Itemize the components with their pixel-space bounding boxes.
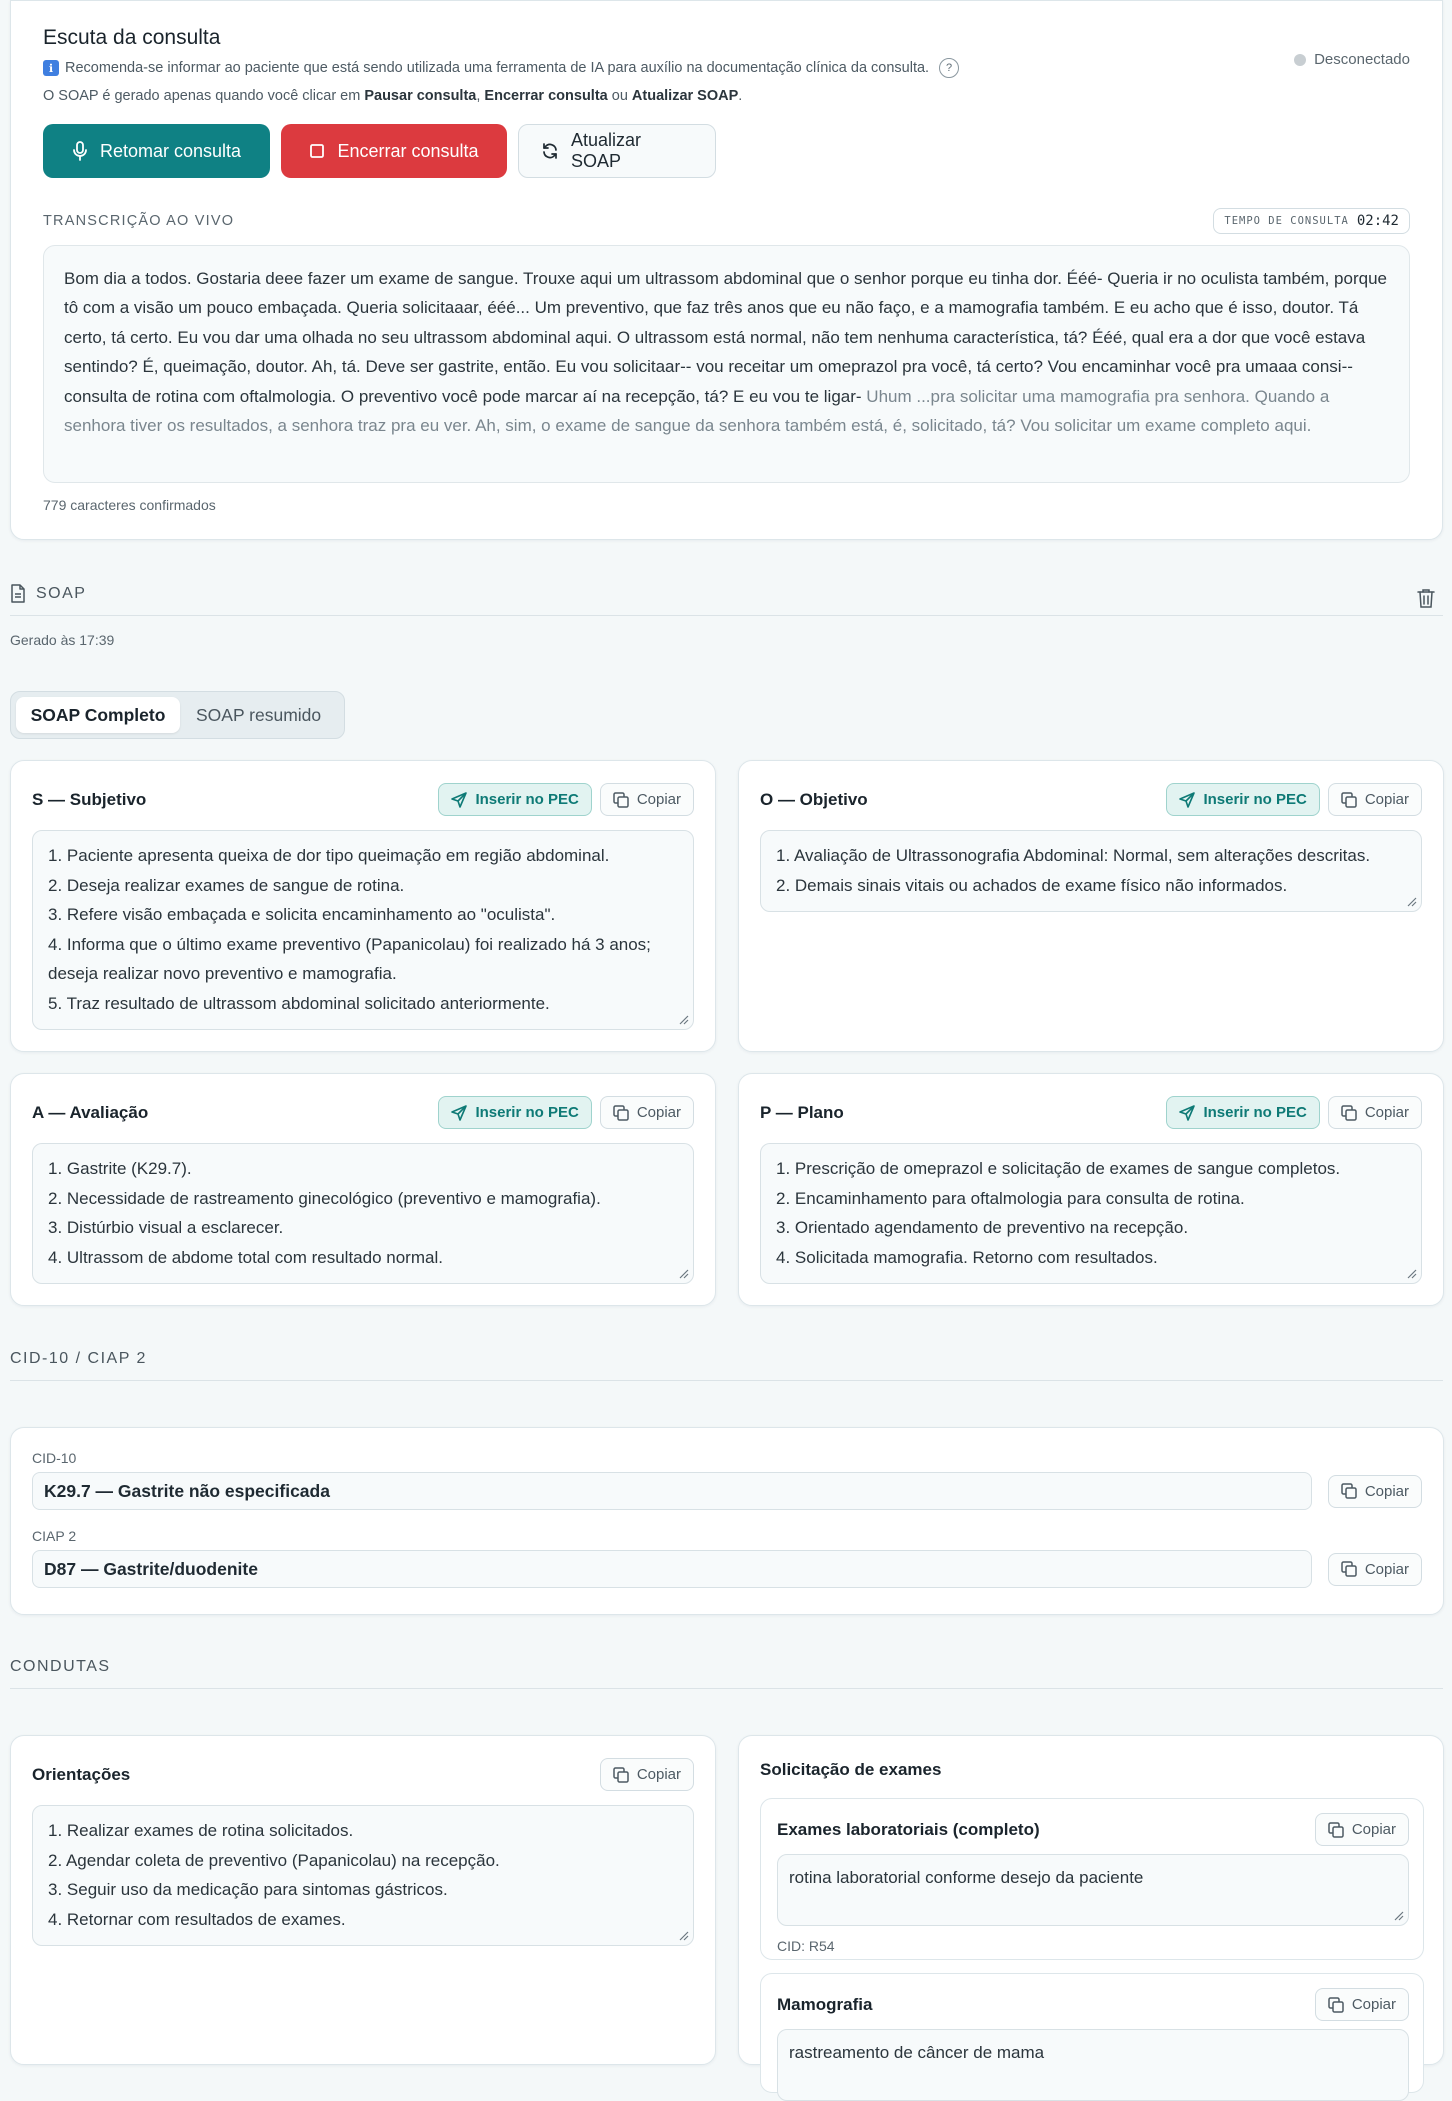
note-suffix: .	[738, 88, 743, 104]
mammography-textarea[interactable]	[777, 2029, 1409, 2101]
copy-button[interactable]	[1315, 1988, 1409, 2021]
mic-icon	[72, 141, 88, 161]
transcript-confirmed: Bom dia a todos. Gostaria deee fazer um exame de sangue. Trouxe aqui um ultrassom abdominal que o senhor porque eu tinha dor. Ééé- Queria ir no oculista também, porque tô com a visão um pouco embaçada. Queria solicitaaar, ééé... Um preventivo, que faz três anos que eu não faço, e a mamografia também. E eu acho que é isso, doutor. Tá certo, tá certo. Eu vou dar uma olhada no seu ultrassom abdominal aqui. O ultrassom está normal, não tem nenhuma característica, tá? Ééé, qual era a dor que você estava sentindo? É, queimação, doutor. Ah, tá. Deve ser gastrite, então. Eu vou solicitaar-- vou receitar um omeprazol pra você, tá certo? Vou encaminhar você pra umaaa consi-- consulta de rotina com oftalmologia. O preventivo você pode marcar aí na recepção, tá? E eu vou te ligar-	[64, 269, 1387, 406]
soap-card-subjective	[10, 760, 716, 1052]
copy-button[interactable]	[600, 1758, 694, 1791]
list-item: 3. Distúrbio visual a esclarecer.	[48, 1218, 284, 1237]
pec-label: Inserir no PEC	[475, 791, 579, 808]
copy-icon	[1341, 1561, 1357, 1577]
cid10-field[interactable]: K29.7 — Gastrite não especificada	[32, 1472, 1312, 1510]
send-icon	[1179, 792, 1195, 808]
consultation-timer	[1213, 208, 1410, 234]
copy-label: Copiar	[636, 1766, 681, 1783]
pec-label: Inserir no PEC	[475, 1104, 579, 1121]
list-item: 4. Ultrassom de abdome total com resultado normal.	[48, 1247, 443, 1267]
copy-ciap-button[interactable]	[1328, 1553, 1422, 1586]
refresh-icon	[541, 142, 559, 160]
insert-pec-button[interactable]	[1166, 783, 1319, 816]
tab-soap-complete[interactable]: SOAP Completo	[16, 697, 180, 733]
subjective-textarea[interactable]	[32, 830, 694, 1030]
objective-textarea[interactable]	[760, 830, 1422, 912]
soap-card-objective	[738, 760, 1444, 1052]
update-label: Atualizar SOAP	[571, 130, 642, 171]
pec-label: Inserir no PEC	[1203, 1104, 1307, 1121]
copy-label: Copiar	[1351, 1821, 1396, 1838]
list-item: 2. Demais sinais vitais ou achados de exame físico não informados.	[776, 875, 1288, 895]
list-item: 2. Encaminhamento para oftalmologia para consulta de rotina.	[776, 1188, 1245, 1208]
trash-icon[interactable]	[1417, 588, 1435, 608]
insert-pec-button[interactable]	[1166, 1096, 1319, 1129]
mammography-text: rastreamento de câncer de mama	[789, 2043, 1045, 2062]
send-icon	[451, 1105, 467, 1121]
plan-textarea[interactable]	[760, 1143, 1422, 1284]
lab-exam-textarea[interactable]	[777, 1854, 1409, 1926]
copy-icon	[613, 792, 629, 808]
copy-icon	[613, 1767, 629, 1783]
ai-disclaimer-text: Recomenda-se informar ao paciente que está sendo utilizada uma ferramenta de IA para auxílio na documentação clínica da consulta.	[65, 60, 930, 76]
copy-icon	[1341, 1105, 1357, 1121]
list-item: 2. Deseja realizar exames de sangue de rotina.	[48, 875, 405, 895]
cid10-label: CID-10	[32, 1450, 77, 1466]
note-update: Atualizar SOAP	[631, 88, 739, 104]
note-end: Encerrar consulta	[484, 88, 608, 104]
resume-consultation-button[interactable]	[43, 124, 270, 178]
info-icon: ℹ	[43, 60, 59, 76]
cid-heading: CID-10 / CIAP 2	[10, 1350, 147, 1367]
list-item: 2. Agendar coleta de preventivo (Papanicolau) na recepção.	[48, 1850, 500, 1870]
ciap-field[interactable]: D87 — Gastrite/duodenite	[32, 1550, 1312, 1588]
tab-soap-summary[interactable]: SOAP resumido	[196, 704, 322, 725]
resize-grip-icon[interactable]	[679, 1269, 689, 1279]
end-label: Encerrar consulta	[337, 140, 479, 161]
transcript-header	[43, 208, 1410, 234]
resize-grip-icon[interactable]	[1407, 897, 1417, 907]
list-item: 5. Traz resultado de ultrassom abdominal solicitado anteriormente.	[48, 993, 550, 1013]
list-item: 1. Gastrite (K29.7).	[48, 1159, 192, 1178]
resume-label: Retomar consulta	[99, 140, 242, 161]
lab-exam-text: rotina laboratorial conforme desejo da paciente	[789, 1868, 1144, 1887]
status-text: Desconectado	[1314, 51, 1410, 68]
copy-button[interactable]	[1328, 783, 1422, 816]
mammography-card	[760, 1973, 1424, 2093]
soap-view-toggle	[10, 691, 345, 739]
condutas-section-header	[10, 1658, 1443, 1689]
ai-disclaimer	[43, 58, 1410, 78]
resize-grip-icon[interactable]	[1394, 1911, 1404, 1921]
list-item: 1. Paciente apresenta queixa de dor tipo queimação em região abdominal.	[48, 846, 610, 865]
assessment-textarea[interactable]	[32, 1143, 694, 1284]
lab-exam-card	[760, 1798, 1424, 1960]
copy-icon	[613, 1105, 629, 1121]
transcript-label: TRANSCRIÇÃO AO VIVO	[43, 213, 235, 229]
list-item: 3. Seguir uso da medicação para sintomas gástricos.	[48, 1880, 448, 1899]
card-title: P — Plano	[760, 1102, 844, 1122]
send-icon	[451, 792, 467, 808]
note-text: O SOAP é gerado apenas quando você clicar em	[43, 88, 365, 104]
copy-icon	[1341, 792, 1357, 808]
lab-exam-title: Exames laboratoriais (completo)	[777, 1819, 1040, 1839]
card-title: O — Objetivo	[760, 789, 868, 809]
timer-value: 02:42	[1356, 213, 1399, 229]
list-item: 1. Avaliação de Ultrassonografia Abdominal: Normal, sem alterações descritas.	[776, 846, 1371, 865]
resize-grip-icon[interactable]	[1407, 1269, 1417, 1279]
ciap-label: CIAP 2	[32, 1528, 77, 1544]
copy-cid10-button[interactable]	[1328, 1475, 1422, 1508]
insert-pec-button[interactable]	[438, 783, 591, 816]
soap-card-plan	[738, 1073, 1444, 1306]
orientacoes-card	[10, 1735, 716, 2065]
copy-label: Copiar	[1364, 1482, 1409, 1500]
copy-button[interactable]	[600, 1096, 694, 1129]
note-sep: ,	[476, 88, 485, 104]
copy-button[interactable]	[600, 783, 694, 816]
soap-section-header	[10, 584, 1443, 616]
stop-icon	[309, 143, 325, 159]
listen-title: Escuta da consulta	[43, 26, 221, 49]
card-title: Orientações	[32, 1764, 131, 1784]
soap-heading: SOAP	[36, 584, 87, 602]
card-title: A — Avaliação	[32, 1102, 149, 1122]
copy-label: Copiar	[1364, 791, 1409, 808]
help-icon[interactable]: ?	[939, 58, 959, 78]
list-item: 4. Solicitada mamografia. Retorno com resultados.	[776, 1247, 1158, 1267]
end-consultation-button[interactable]	[281, 124, 507, 178]
copy-button[interactable]	[1328, 1096, 1422, 1129]
condutas-heading: CONDUTAS	[10, 1658, 111, 1675]
resize-grip-icon[interactable]	[679, 1931, 689, 1941]
card-title: Solicitação de exames	[760, 1760, 942, 1779]
list-item: 3. Refere visão embaçada e solicita encaminhamento ao "oculista".	[48, 905, 556, 924]
soap-generation-note	[43, 88, 1410, 104]
copy-button[interactable]	[1315, 1813, 1409, 1846]
cid-card	[10, 1427, 1444, 1615]
soap-card-assessment	[10, 1073, 716, 1306]
connection-status	[1294, 51, 1410, 68]
note-pause: Pausar consulta	[364, 88, 477, 104]
list-item: 2. Necessidade de rastreamento ginecológico (preventivo e mamografia).	[48, 1188, 601, 1208]
card-title: S — Subjetivo	[32, 789, 147, 809]
copy-label: Copiar	[636, 791, 681, 808]
cid-section-header	[10, 1350, 1443, 1381]
list-item: 4. Retornar com resultados de exames.	[48, 1909, 346, 1929]
note-sep: ou	[607, 88, 632, 104]
consultation-controls	[43, 124, 1410, 178]
orientacoes-textarea[interactable]	[32, 1805, 694, 1946]
live-transcript	[43, 245, 1410, 483]
list-item: 3. Orientado agendamento de preventivo na recepção.	[776, 1218, 1189, 1237]
transcript-pending: Uhum ...pra solicitar uma mamografia pra senhora. Quando a senhora tiver os resultados, a senhora traz pra eu ver. Ah, sim, o exame de sangue da senhora também está, é, solicitado, tá? Vou solicitar um exame completo aqui.	[64, 386, 1330, 436]
list-item: 1. Prescrição de omeprazol e solicitação de exames de sangue completos.	[776, 1159, 1341, 1178]
insert-pec-button[interactable]	[438, 1096, 591, 1129]
pec-label: Inserir no PEC	[1203, 791, 1307, 808]
lab-exam-cid: CID: R54	[777, 1938, 835, 1954]
resize-grip-icon[interactable]	[679, 1015, 689, 1025]
send-icon	[1179, 1105, 1195, 1121]
copy-label: Copiar	[1351, 1996, 1396, 2013]
copy-label: Copiar	[636, 1104, 681, 1121]
consultation-listen-card	[10, 0, 1443, 540]
copy-icon	[1328, 1822, 1344, 1838]
list-item: 1. Realizar exames de rotina solicitados.	[48, 1821, 354, 1840]
exam-request-card	[738, 1735, 1444, 2065]
update-soap-button[interactable]	[518, 124, 716, 178]
copy-label: Copiar	[1364, 1104, 1409, 1121]
document-icon	[10, 584, 26, 603]
char-count: 779 caracteres confirmados	[43, 497, 216, 513]
copy-icon	[1328, 1997, 1344, 2013]
copy-icon	[1341, 1483, 1357, 1499]
soap-generated-time: Gerado às 17:39	[10, 632, 115, 648]
list-item: 4. Informa que o último exame preventivo (Papanicolau) foi realizado há 3 anos; deseja realizar novo preventivo e mamografia.	[48, 934, 651, 983]
timer-label: TEMPO DE CONSULTA	[1224, 215, 1349, 227]
copy-label: Copiar	[1364, 1560, 1409, 1578]
status-dot	[1294, 54, 1306, 66]
mammography-title: Mamografia	[777, 1994, 873, 2014]
